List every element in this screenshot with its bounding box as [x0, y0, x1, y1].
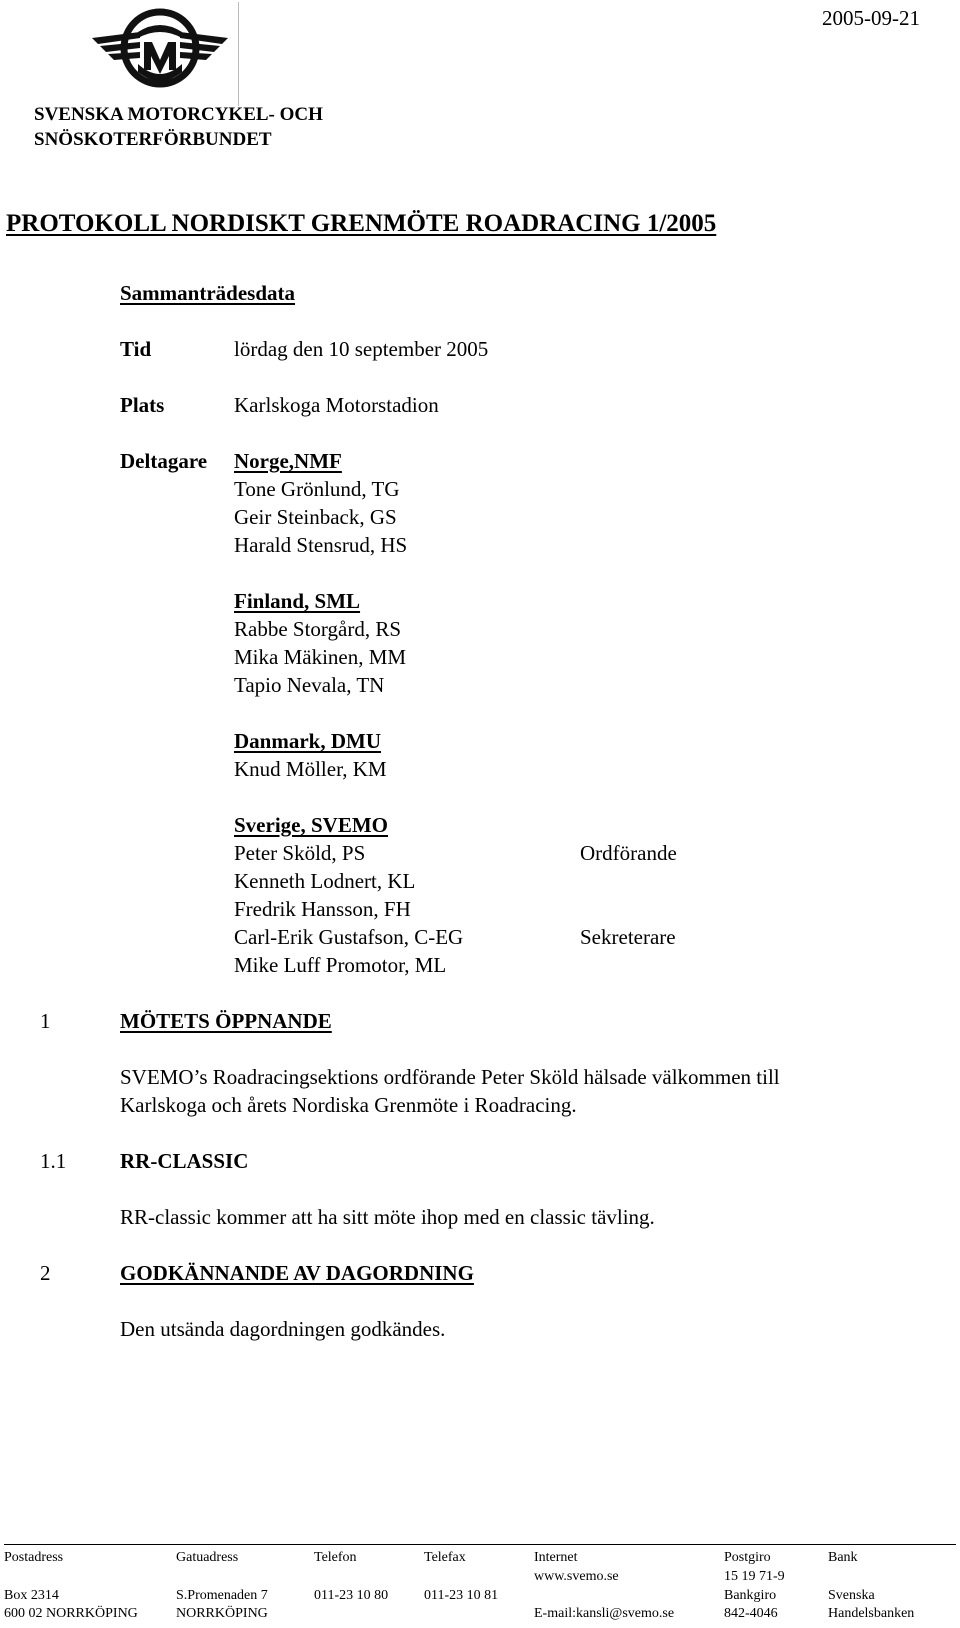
participant-group-sweden: Sverige, SVEMO — [234, 813, 388, 837]
motorcycle-wings-logo-icon — [90, 2, 230, 102]
organization-name-line2: SNÖSKOTERFÖRBUNDET — [34, 129, 272, 150]
participant-group-finland: Finland, SML — [234, 589, 361, 613]
time-value: lördag den 10 september 2005 — [234, 337, 489, 361]
document-date: 2005-09-21 — [822, 6, 920, 30]
organization-name-line1: SVENSKA MOTORCYKEL- OCH — [34, 104, 323, 125]
footer-bankgiro-number: 842-4046 — [724, 1606, 778, 1621]
section-number: 1 — [40, 1009, 51, 1033]
footer-postal-box: Box 2314 — [4, 1588, 59, 1603]
footer-bank-name-line1: Svenska — [828, 1588, 875, 1603]
footer-header-internet: Internet — [534, 1550, 578, 1565]
footer-postgiro-number: 15 19 71-9 — [724, 1569, 785, 1584]
footer-postal-city: 600 02 NORRKÖPING — [4, 1606, 138, 1621]
document-title: PROTOKOLL NORDISKT GRENMÖTE ROADRACING 1/2005 — [6, 210, 717, 237]
footer-header-street: Gatuadress — [176, 1550, 239, 1565]
place-value: Karlskoga Motorstadion — [234, 393, 439, 417]
footer-website-link[interactable]: www.svemo.se — [534, 1569, 619, 1584]
section-body-line: SVEMO’s Roadracingsektions ordförande Peter Sköld hälsade välkommen till — [120, 1065, 780, 1089]
section-body-line: Den utsända dagordningen godkändes. — [120, 1317, 446, 1341]
section-body-line: Karlskoga och årets Nordiska Grenmöte i Roadracing. — [120, 1093, 577, 1117]
footer-fax-number: 011-23 10 81 — [424, 1588, 499, 1603]
footer-header-postal: Postadress — [4, 1550, 64, 1565]
footer-header-phone: Telefon — [314, 1550, 357, 1565]
footer-email-link[interactable]: E-mail:kansli@svemo.se — [534, 1606, 675, 1621]
meeting-data-heading: Sammanträdesdata — [120, 281, 296, 305]
footer-phone-number: 011-23 10 80 — [314, 1588, 389, 1603]
footer-street-address: S.Promenaden 7 — [176, 1588, 268, 1603]
participant-group-denmark: Danmark, DMU — [234, 729, 381, 753]
section-heading-agenda-approval: GODKÄNNANDE AV DAGORDNING — [120, 1261, 474, 1285]
footer-bank-name-line2: Handelsbanken — [828, 1606, 915, 1621]
participant: Mike Luff Promotor, ML — [234, 953, 447, 977]
participant: Carl-Erik Gustafson, C-EG — [234, 925, 464, 949]
time-label: Tid — [120, 337, 152, 361]
participant: Knud Möller, KM — [234, 757, 387, 781]
participant: Tapio Nevala, TN — [234, 673, 385, 697]
footer-divider — [4, 1544, 956, 1545]
section-number: 2 — [40, 1261, 51, 1285]
footer-bankgiro-label: Bankgiro — [724, 1588, 777, 1603]
section-number: 1.1 — [40, 1149, 67, 1173]
participant: Geir Steinback, GS — [234, 505, 397, 529]
participant: Rabbe Storgård, RS — [234, 617, 402, 641]
role-chair: Ordförande — [580, 841, 677, 865]
participant: Tone Grönlund, TG — [234, 477, 400, 501]
organization-logo — [90, 2, 239, 106]
participant: Peter Sköld, PS — [234, 841, 366, 865]
place-label: Plats — [120, 393, 165, 417]
footer-header-postgiro: Postgiro — [724, 1550, 771, 1565]
participant-group-norway: Norge,NMF — [234, 449, 342, 473]
footer-street-city: NORRKÖPING — [176, 1606, 268, 1621]
footer-header-fax: Telefax — [424, 1550, 466, 1565]
participants-label: Deltagare — [120, 449, 208, 473]
section-heading-rr-classic: RR-CLASSIC — [120, 1149, 249, 1173]
role-secretary: Sekreterare — [580, 925, 676, 949]
section-body-line: RR-classic kommer att ha sitt möte ihop med en classic tävling. — [120, 1205, 655, 1229]
footer-header-bank: Bank — [828, 1550, 858, 1565]
participant: Kenneth Lodnert, KL — [234, 869, 416, 893]
participant: Fredrik Hansson, FH — [234, 897, 411, 921]
participant: Harald Stensrud, HS — [234, 533, 408, 557]
section-heading-meeting-opening: MÖTETS ÖPPNANDE — [120, 1009, 332, 1033]
participant: Mika Mäkinen, MM — [234, 645, 407, 669]
